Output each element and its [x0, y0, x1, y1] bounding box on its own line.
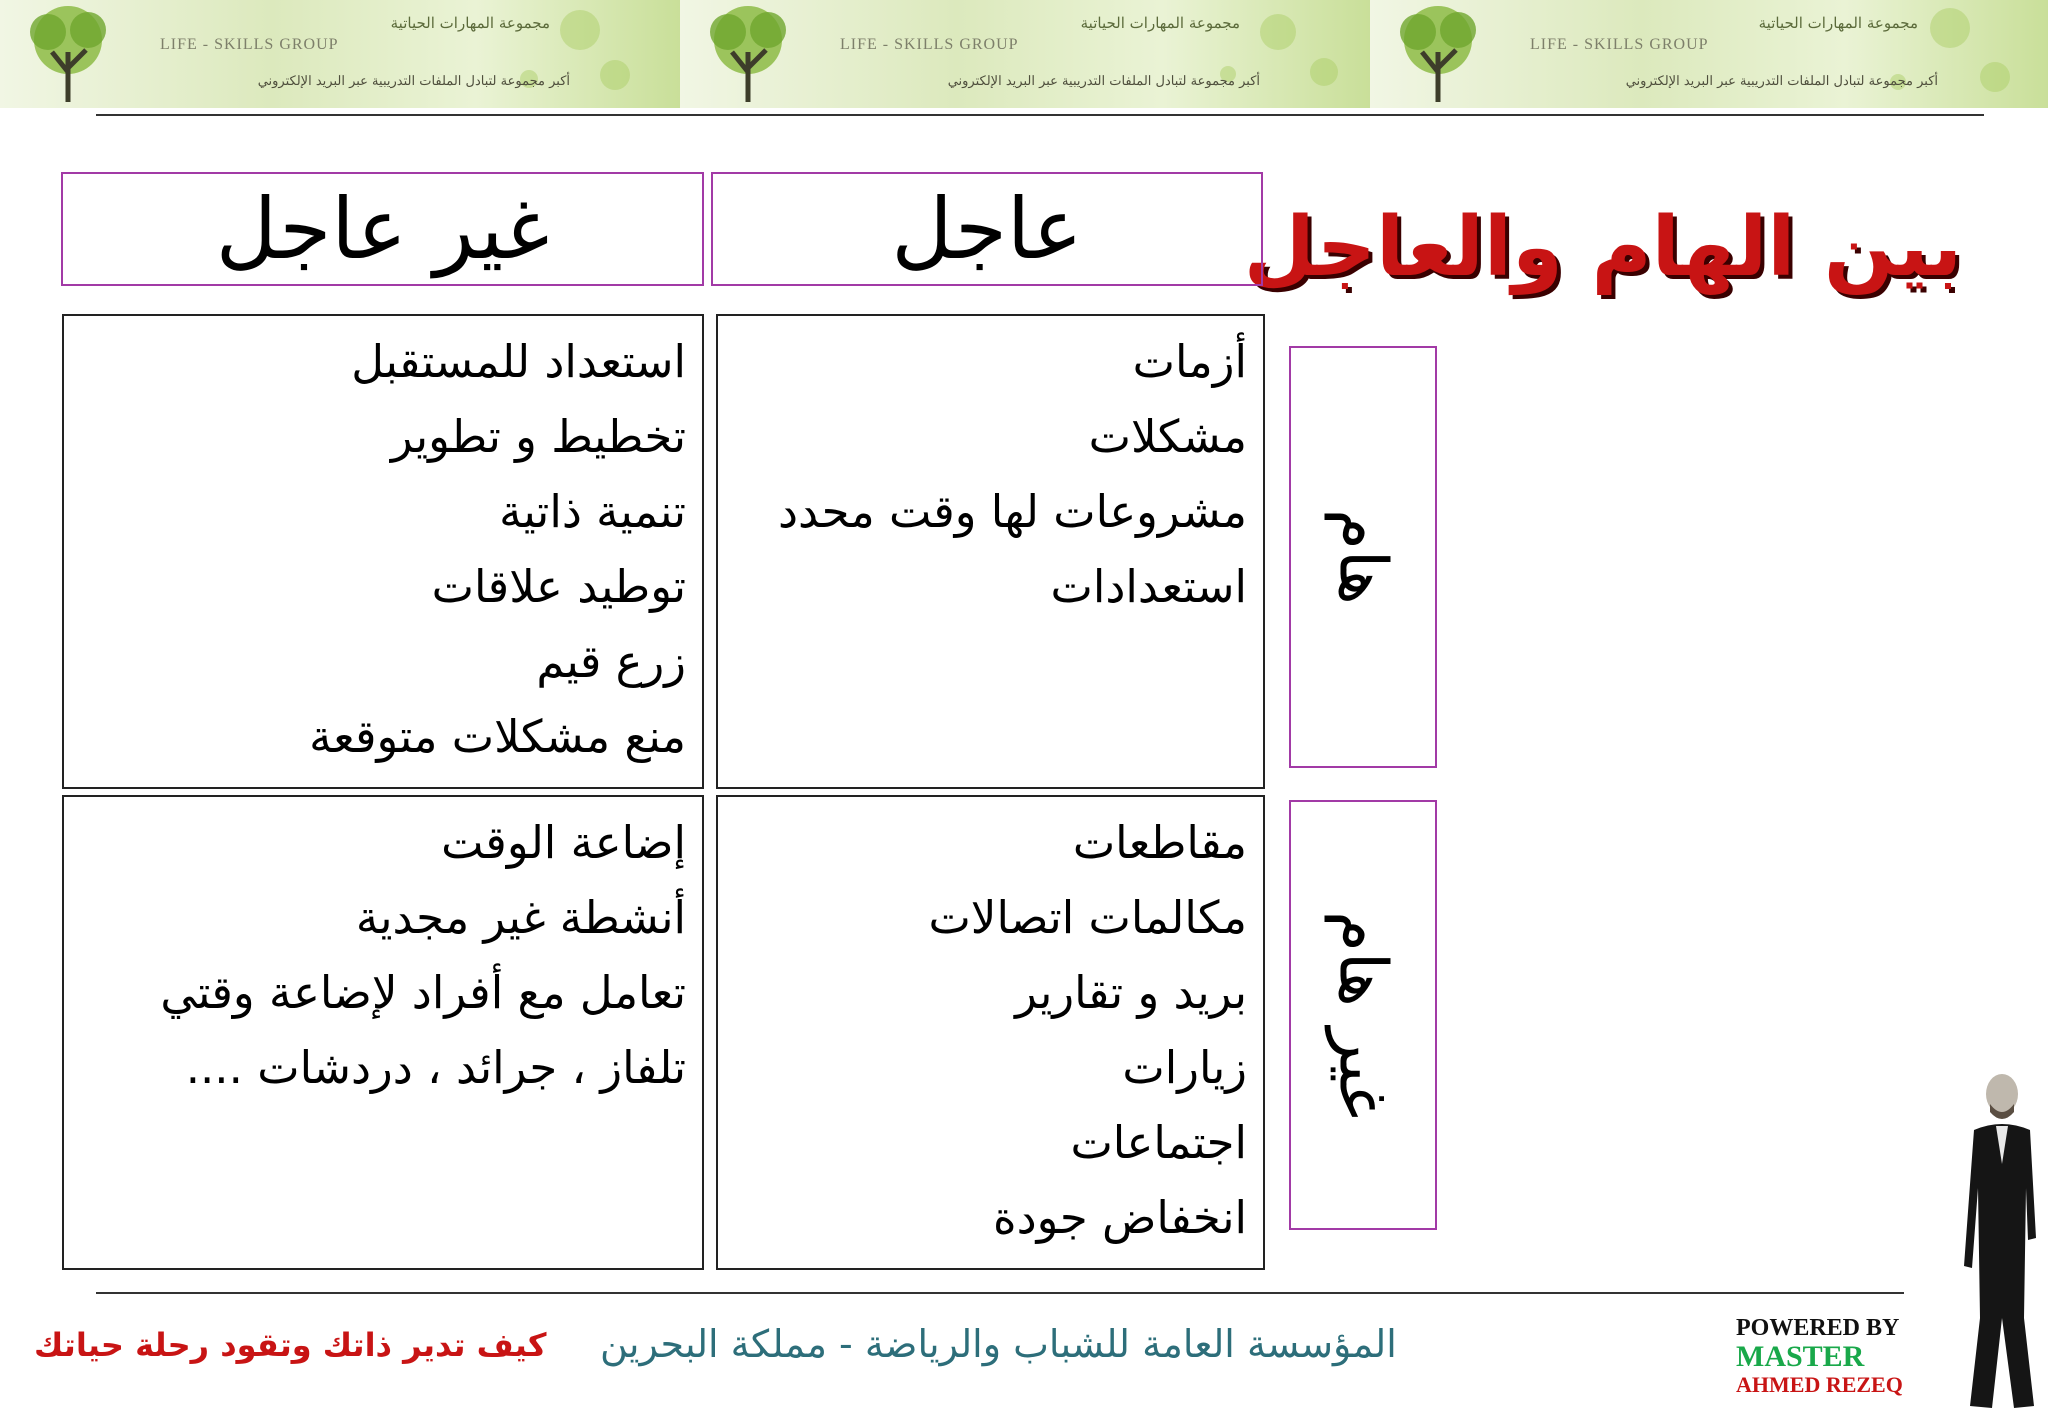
list-item: زيارات	[1122, 1041, 1247, 1094]
list-item: منع مشكلات متوقعة	[309, 710, 686, 763]
bottom-divider	[96, 1292, 1904, 1294]
footer-slogan: كيف تدير ذاتك وتقود رحلة حياتك	[34, 1326, 547, 1364]
list-item: إضاعة الوقت	[441, 816, 686, 869]
tree-logo-icon	[688, 2, 808, 106]
banner-group-name-ar: مجموعة المهارات الحياتية	[390, 14, 550, 32]
list-item: توطيد علاقات	[431, 560, 686, 613]
list-item: مقاطعات	[1072, 816, 1247, 869]
list-item: زرع قيم	[536, 635, 686, 688]
list-item: استعداد للمستقبل	[351, 335, 686, 388]
footer-organization: المؤسسة العامة للشباب والرياضة - مملكة البحرين	[600, 1322, 1397, 1366]
list-item: مشروعات لها وقت محدد	[777, 485, 1247, 538]
header-banner	[0, 0, 2048, 108]
list-item: مكالمات اتصالات	[928, 891, 1247, 944]
list-item: استعدادات	[1050, 560, 1247, 613]
powered-by-label: POWERED BY	[1736, 1315, 1900, 1341]
column-header-not-urgent: غير عاجل	[61, 172, 704, 286]
list-item: تخطيط و تطوير	[390, 410, 686, 463]
quadrant-not-important-not-urgent	[62, 795, 704, 1270]
banner-tile	[0, 0, 680, 108]
banner-group-name-en: LIFE - SKILLS GROUP	[1530, 36, 1709, 53]
list-item: بريد و تقارير	[1015, 966, 1247, 1019]
tree-logo-icon	[1378, 2, 1498, 106]
banner-group-name-en: LIFE - SKILLS GROUP	[160, 36, 339, 53]
list-item: أنشطة غير مجدية	[355, 891, 686, 944]
man-silhouette-icon	[1944, 1068, 2048, 1418]
row-label-not-important-text: غير هام	[1324, 911, 1402, 1119]
list-item: تعامل مع أفراد لإضاعة وقتي	[160, 966, 686, 1019]
quadrant-not-important-urgent	[716, 795, 1265, 1270]
list-item: مشكلات	[1088, 410, 1247, 463]
quadrant-important-not-urgent	[62, 314, 704, 789]
row-label-important-text: هام	[1324, 509, 1402, 605]
slide-title: بين الهام والعاجل	[1243, 200, 1962, 295]
tree-logo-icon	[8, 2, 128, 106]
quadrant-important-urgent	[716, 314, 1265, 789]
column-header-urgent: عاجل	[711, 172, 1263, 286]
list-item: اجتماعات	[1070, 1116, 1247, 1169]
master-label: MASTER	[1736, 1340, 1865, 1374]
list-item: تنمية ذاتية	[499, 485, 686, 538]
row-label-not-important	[1289, 800, 1437, 1230]
banner-tagline: أكبر مجموعة لتبادل الملفات التدريبية عبر البريد الإلكتروني	[257, 74, 570, 89]
author-name: AHMED REZEQ	[1736, 1371, 1903, 1397]
banner-tagline: أكبر مجموعة لتبادل الملفات التدريبية عبر البريد الإلكتروني	[947, 74, 1260, 89]
list-item: أزمات	[1132, 335, 1247, 388]
list-item: انخفاض جودة	[993, 1191, 1247, 1244]
banner-tile	[1370, 0, 2048, 108]
list-item: تلفاز ، جرائد ، دردشات ....	[185, 1041, 686, 1094]
row-label-important	[1289, 346, 1437, 768]
banner-tile	[680, 0, 1370, 108]
powered-by-block	[1736, 1316, 1903, 1396]
banner-group-name-en: LIFE - SKILLS GROUP	[840, 36, 1019, 53]
top-divider	[96, 114, 1984, 116]
banner-tagline: أكبر مجموعة لتبادل الملفات التدريبية عبر البريد الإلكتروني	[1625, 74, 1938, 89]
banner-group-name-ar: مجموعة المهارات الحياتية	[1758, 14, 1918, 32]
banner-group-name-ar: مجموعة المهارات الحياتية	[1080, 14, 1240, 32]
